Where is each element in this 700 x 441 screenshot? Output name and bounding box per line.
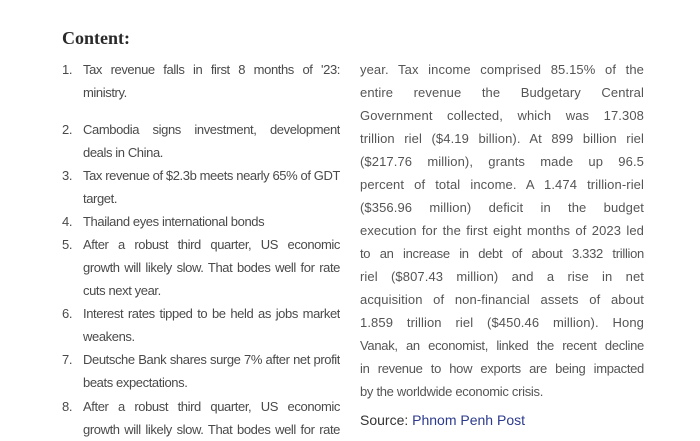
list-number: 3. — [62, 168, 73, 183]
list-item[interactable] — [62, 118, 340, 164]
list-item-text: beats expectations. — [83, 375, 188, 390]
article-line: in revenue to how exports are being impacted — [360, 361, 644, 376]
list-number: 4. — [62, 214, 73, 229]
list-number: 2. — [62, 122, 73, 137]
list-item[interactable] — [62, 302, 340, 348]
source-line — [360, 412, 525, 428]
list-item-text: After a robust third quarter, US economic — [83, 237, 340, 252]
article-line: to an increase in debt of about 3.332 trillion — [360, 246, 644, 261]
list-item-text: Tax revenue falls in first 8 months of '23: — [83, 62, 340, 77]
source-label: Source: — [360, 412, 413, 428]
article-line: entire revenue the Budgetary Central — [360, 85, 644, 100]
list-item-text: Cambodia signs investment, development — [83, 122, 340, 137]
list-item-text: growth will likely slow. That bodes well for rate — [83, 260, 340, 275]
list-item-text: Deutsche Bank shares surge 7% after net profit — [83, 352, 340, 367]
article-line: riel ($807.43 million) and a rise in net — [360, 269, 644, 284]
source-link[interactable]: Phnom Penh Post — [412, 412, 525, 428]
list-item-text: Tax revenue of $2.3b meets nearly 65% of GDT — [83, 168, 340, 183]
list-item-text: Thailand eyes international bonds — [83, 214, 265, 229]
list-item-text: deals in China. — [83, 145, 163, 160]
article-line: Government collected, which was 17.308 — [360, 108, 644, 123]
list-number: 5. — [62, 237, 73, 252]
list-number: 8. — [62, 399, 73, 414]
list-number: 1. — [62, 62, 73, 77]
article-line: trillion riel ($4.19 billion). At 899 billion riel — [360, 131, 644, 146]
article-body — [360, 58, 644, 403]
article-line: ($356.96 million) deficit in the budget — [360, 200, 644, 215]
list-item-text: Interest rates tipped to be held as jobs market — [83, 306, 340, 321]
list-item[interactable] — [62, 395, 340, 441]
article-line: year. Tax income comprised 85.15% of the — [360, 62, 644, 77]
list-item[interactable] — [62, 210, 340, 233]
list-item-text: After a robust third quarter, US economic — [83, 399, 340, 414]
list-item[interactable] — [62, 164, 340, 210]
list-item-text: target. — [83, 191, 118, 206]
list-item[interactable] — [62, 233, 340, 302]
article-line: ($217.76 million), grants made up 96.5 — [360, 154, 644, 169]
article-line: acquisition of non-financial assets of about — [360, 292, 644, 307]
article-line: percent of total income. A 1.474 trillion-riel — [360, 177, 644, 192]
list-item[interactable] — [62, 348, 340, 394]
list-item-text: weakens. — [83, 329, 135, 344]
article-line: by the worldwide economic crisis. — [360, 384, 544, 399]
article-line: Vanak, an economist, linked the recent decline — [360, 338, 644, 353]
list-number: 6. — [62, 306, 73, 321]
content-heading: Content: — [62, 28, 130, 48]
article-line: execution for the first eight months of 2023 led — [360, 223, 644, 238]
list-item[interactable] — [62, 58, 340, 104]
list-item-text: ministry. — [83, 85, 127, 100]
list-number: 7. — [62, 352, 73, 367]
list-item-text: cuts next year. — [83, 283, 161, 298]
list-item-text: growth will likely slow. That bodes well for rate — [83, 422, 340, 437]
article-line: 1.859 trillion riel ($450.46 million). Hong — [360, 315, 644, 330]
